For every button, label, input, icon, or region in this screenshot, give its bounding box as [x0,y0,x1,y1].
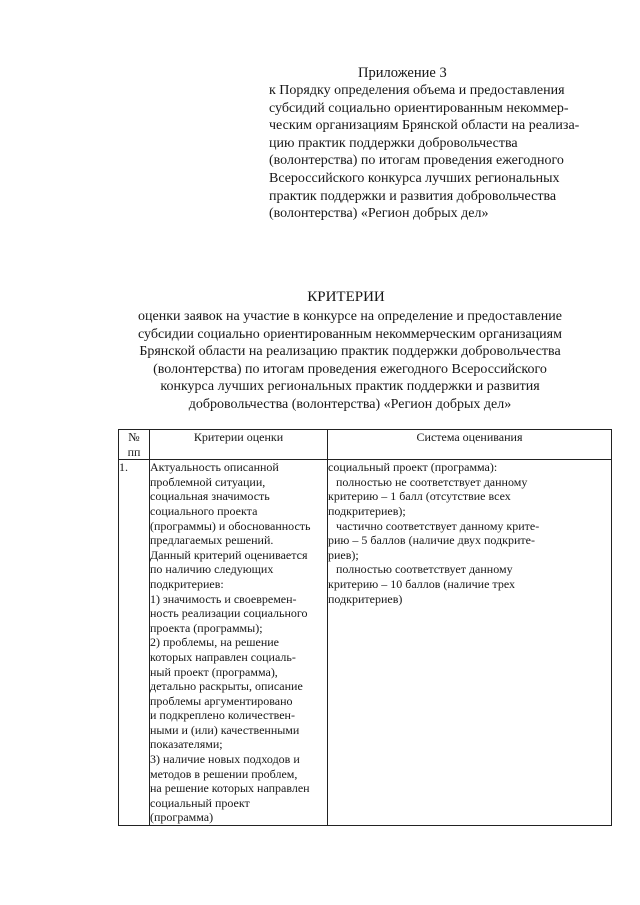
system-line: полностью не соответствует данному [336,474,528,489]
criteria-line: социальная значимость [150,489,270,504]
criteria-line: предлагаемых решений. [150,533,274,548]
criteria-line: которых направлен социаль- [150,649,296,664]
appendix-line: практик поддержки и развития добровольчества [269,188,557,204]
system-line: рию – 5 баллов (наличие двух подкрите- [328,533,535,548]
header-criteria: Критерии оценки [150,430,328,460]
system-line: критерию – 10 баллов (наличие трех [328,576,515,591]
appendix-title: Приложение 3 [358,65,447,81]
criteria-subtitle-line: Брянской области на реализацию практик поддержки добровольчества [139,344,561,360]
criteria-line: 1) значимость и своевремен- [150,591,297,606]
system-line: полностью соответствует данному [336,562,513,577]
appendix-line: цию практик поддержки добровольчества [269,135,518,151]
criteria-table [118,429,612,826]
criteria-subtitle-line: добровольчества (волонтерства) «Регион добрых дел» [188,396,512,412]
appendix-line: ческим организациям Брянской области на реализа- [269,118,580,134]
criteria-line: ный проект (программа), [150,664,278,679]
header-number-line2: пп [127,444,141,459]
criteria-subtitle-line: (волонтерства) по итогам проведения ежегодного Всероссийского [153,361,547,377]
criteria-title: КРИТЕРИИ [307,289,385,305]
criteria-subtitle [97,308,603,414]
appendix-line: Всероссийского конкурса лучших региональных [269,170,560,186]
criteria-subtitle-line: конкурса лучших региональных практик поддержки и развития [160,379,540,395]
criteria-line: 3) наличие новых подходов и [150,752,300,767]
criteria-line: методов в решении проблем, [150,766,298,781]
criteria-line: и подкреплено количествен- [150,708,295,723]
appendix-line: (волонтерства) «Регион добрых дел» [269,206,489,222]
appendix-line: к Порядку определения объема и предоставления [269,83,565,98]
criteria-line: (программа) [150,810,214,825]
criteria-line: проблемной ситуации, [150,474,266,489]
appendix-line: субсидий социально ориентированным некоммер- [269,100,569,116]
criteria-line: на решение которых направлен [150,781,310,796]
system-line: социальный проект (программа): [328,460,498,475]
table-row [119,460,612,826]
header-system: Система оценивания [328,430,612,460]
header-number-line1: № [128,430,140,444]
row-criteria [150,460,328,826]
row-number: 1. [119,460,150,826]
criteria-line: проекта (программы); [150,620,263,635]
criteria-line: (программы) и обоснованность [150,518,311,533]
criteria-line: Данный критерий оценивается [150,547,308,562]
system-line: частично соответствует данному крите- [336,518,540,533]
criteria-line: по наличию следующих [150,562,274,577]
criteria-subtitle-line: оценки заявок на участие в конкурсе на определение и предоставление [138,309,562,324]
criteria-line: ность реализации социального [150,606,308,621]
criteria-line: детально раскрыты, описание [150,679,303,694]
criteria-line: 2) проблемы, на решение [150,635,280,650]
criteria-subtitle-line: субсидии социально ориентированным некоммерческим организациям [138,326,562,342]
criteria-line: социальный проект [150,795,250,810]
row-system [328,460,612,826]
system-line: подкритериев) [328,591,403,606]
criteria-line: социального проекта [150,503,258,518]
criteria-line: Актуальность описанной [150,460,279,475]
table-header-row [119,430,612,460]
appendix-subtitle [269,82,579,223]
system-line: критерию – 1 балл (отсутствие всех [328,489,511,504]
header-number [119,430,150,460]
criteria-line: подкритериев: [150,576,224,591]
criteria-line: показателями; [150,737,223,752]
appendix-line: (волонтерства) по итогам проведения ежегодного [269,153,564,169]
criteria-line: ными и (или) качественными [150,722,300,737]
criteria-line: проблемы аргументировано [150,693,293,708]
system-line: подкритериев); [328,503,406,518]
system-line: риев); [328,547,359,562]
